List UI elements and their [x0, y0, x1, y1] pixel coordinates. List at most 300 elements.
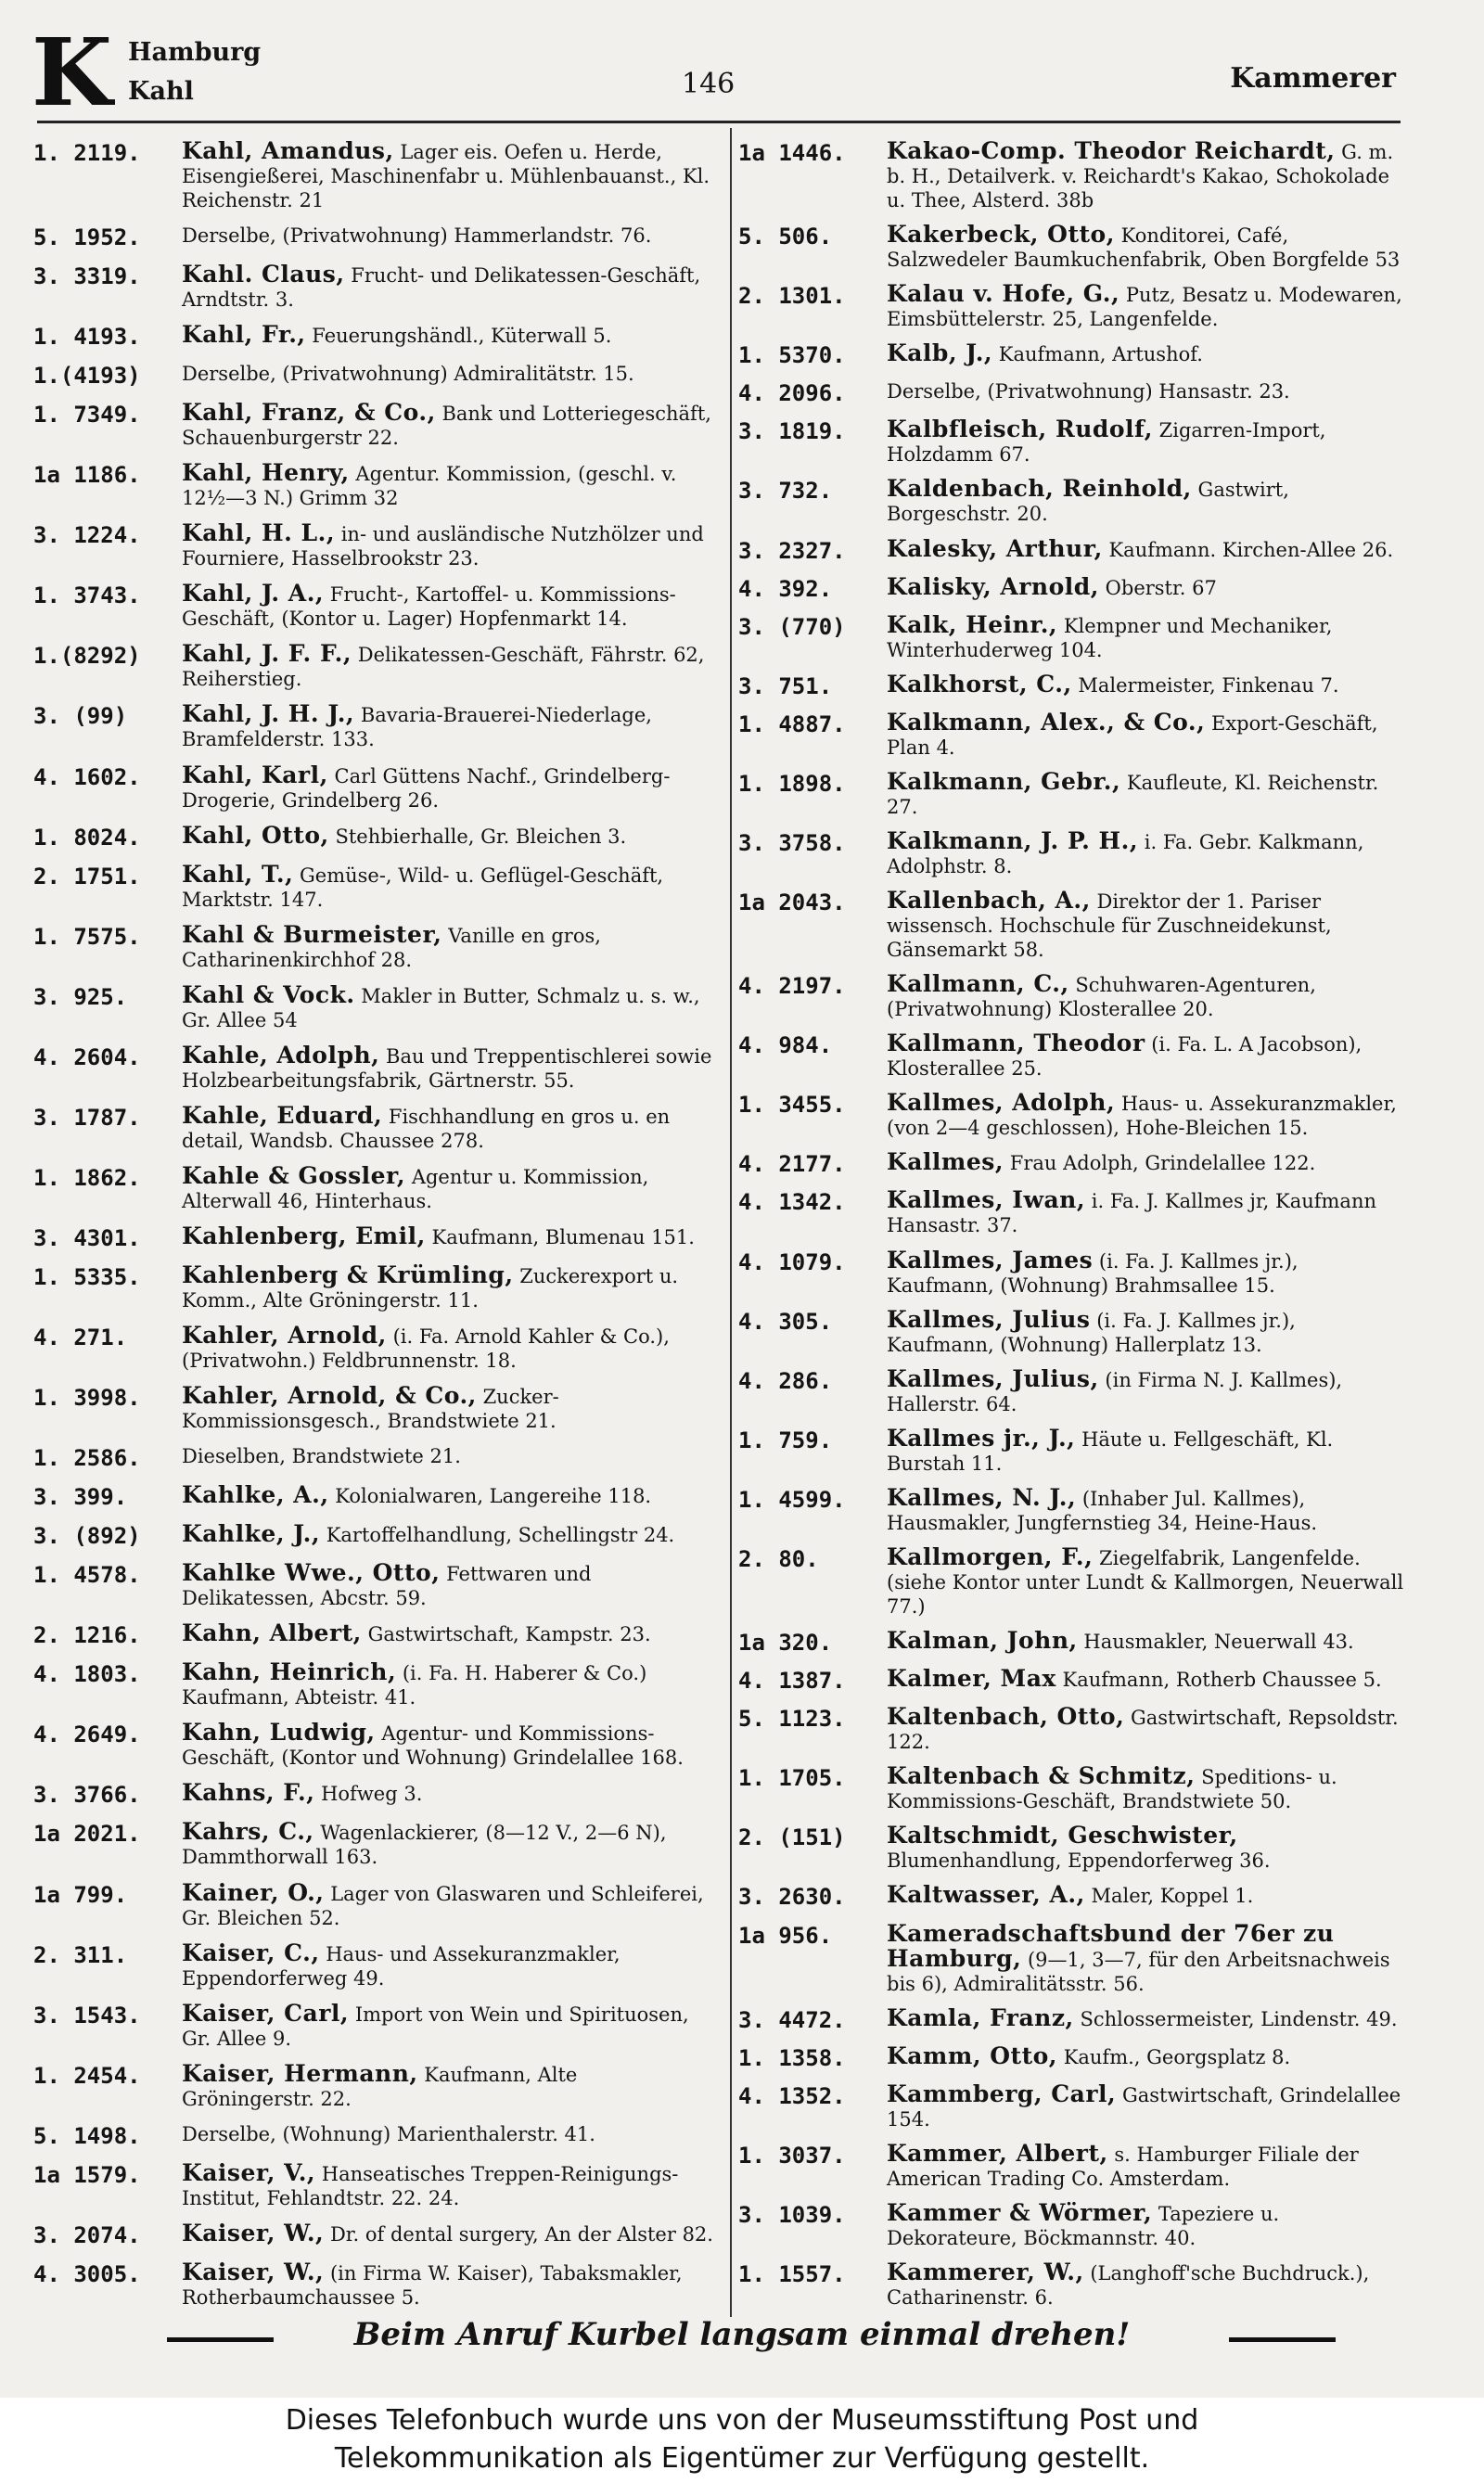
directory-entry — [738, 672, 1408, 700]
phone-number: 5. 506. — [738, 224, 833, 250]
entry-description: (i. Fa. J. Kallmes jr.), Kaufmann, (Wohnung) Hallerplatz 13. — [887, 1309, 1296, 1356]
entry-text — [182, 1161, 715, 1213]
phone-number: 2. 1216. — [33, 1622, 141, 1649]
header-last-entry: Kammerer — [1230, 62, 1396, 95]
entry-name: Kahrs, C., — [182, 1818, 314, 1846]
entry-description: Derselbe, (Wohnung) Marienthalerstr. 41. — [182, 2122, 595, 2145]
phone-number: 3. 1787. — [33, 1104, 141, 1131]
entry-name: Kammer & Wörmer, — [887, 2198, 1153, 2226]
phone-number: 1a 1446. — [738, 140, 846, 166]
entry-description: (i. Fa. L. A Jacobson), Klosterallee 25. — [887, 1033, 1362, 1081]
directory-entry — [33, 1999, 715, 2051]
entry-text — [182, 461, 715, 510]
entry-text — [887, 1483, 1408, 1535]
entry-description: Maler, Koppel 1. — [1091, 1885, 1254, 1908]
attribution-line-2: Telekommunikation als Eigentümer zur Verfügung gestellt. — [334, 2442, 1150, 2475]
directory-entry — [738, 710, 1408, 760]
entry-description: (i. Fa. Arnold Kahler & Co.), (Privatwohn.) Feldbrunnenstr. 18. — [182, 1325, 670, 1372]
entry-name: Kallenbach, A., — [887, 887, 1091, 915]
entry-text — [182, 2158, 715, 2210]
entry-description: (in Firma W. Kaiser), Tabaksmakler, Rotherbaumchaussee 5. — [182, 2261, 683, 2309]
entry-description: Export-Geschäft, Plan 4. — [887, 711, 1378, 759]
directory-entry — [33, 642, 715, 691]
entry-description: G. m. b. H., Detailverk. v. Reichardt's Kakao, Schokolade u. Thee, Alsterd. 38b — [887, 141, 1394, 211]
header-rule — [37, 121, 1401, 123]
directory-entry — [33, 821, 715, 851]
phone-number: 1. 1358. — [738, 2044, 846, 2071]
entry-name: Kaltwasser, A., — [887, 1881, 1085, 1909]
entry-description: Lager von Glaswaren und Schleiferei, Gr. Bleichen 52. — [182, 1882, 704, 1929]
phone-number: 4. 1352. — [738, 2082, 846, 2109]
entry-name: Kammer, Albert, — [887, 2139, 1108, 2167]
entry-description: Gastwirt, Borgeschstr. 20. — [887, 479, 1289, 526]
entry-description: Dr. of dental surgery, An der Alster 82. — [329, 2222, 713, 2246]
entry-text — [887, 767, 1408, 819]
entry-description: Stehbierhalle, Gr. Bleichen 3. — [335, 825, 627, 848]
directory-entry — [738, 223, 1408, 272]
phone-number: 4. 1387. — [738, 1668, 846, 1695]
entry-name: Kahlenberg, Emil, — [182, 1222, 426, 1249]
entry-name: Kallmes, — [887, 1148, 1004, 1176]
entry-text — [182, 1522, 715, 1547]
entry-text — [887, 610, 1408, 662]
phone-number: 4. 305. — [738, 1308, 833, 1335]
entry-name: Kahl, Fr., — [182, 321, 306, 349]
directory-entry — [738, 1364, 1408, 1416]
phone-number: 4. 984. — [738, 1032, 833, 1059]
entry-text — [887, 1542, 1408, 1619]
entry-text — [182, 2059, 715, 2111]
entry-name: Kahl, J. F. F., — [182, 640, 352, 668]
entry-description: Bank und Lotteriegeschäft, Schauenburgerstr 22. — [182, 403, 711, 450]
entry-description: Wagenlackierer, (8—12 V., 2—6 N), Dammthorwall 163. — [182, 1822, 667, 1869]
directory-entry — [33, 1043, 715, 1093]
phone-number: 1. 5335. — [33, 1263, 141, 1290]
entry-description: Kartoffelhandlung, Schellingstr 24. — [326, 1524, 675, 1547]
directory-entry — [33, 1660, 715, 1709]
directory-entry — [738, 1188, 1408, 1237]
entry-text — [887, 379, 1408, 403]
directory-entry — [33, 1781, 715, 1809]
entry-description: Hanseatisches Treppen-Reinigungs-Institut, Fehlandtstr. 22. 24. — [182, 2162, 679, 2209]
phone-number: 5. 1123. — [738, 1706, 846, 1733]
header-city: Hamburg — [128, 38, 262, 67]
phone-number: 5. 1952. — [33, 224, 141, 251]
entry-text — [887, 672, 1408, 698]
phone-number: 1a 320. — [738, 1630, 833, 1657]
entry-name: Kahl & Burmeister, — [182, 920, 442, 948]
directory-entry — [738, 1629, 1408, 1657]
entry-text — [182, 1621, 715, 1646]
entry-description: Fischhandlung en gros u. en detail, Wandsb. Chaussee 278. — [182, 1105, 671, 1152]
directory-entry — [738, 2260, 1408, 2310]
phone-number: 1. 1862. — [33, 1164, 141, 1191]
entry-description: Agentur- und Kommissions-Geschäft, (Kontor und Wohnung) Grindelallee 168. — [182, 1722, 684, 1770]
entry-text — [887, 829, 1408, 878]
entry-name: Kahl, Otto, — [182, 821, 329, 849]
entry-description: Kaufmann, Rotherb Chaussee 5. — [1062, 1669, 1382, 1692]
directory-entry — [738, 2139, 1408, 2191]
directory-entry — [33, 1224, 715, 1252]
entry-description: Gastwirtschaft, Repsoldstr. 122. — [887, 1707, 1399, 1754]
phone-number: 3. 399. — [33, 1484, 128, 1511]
entry-name: Kalesky, Arthur, — [887, 534, 1103, 562]
directory-entry — [738, 1031, 1408, 1081]
directory-entry — [738, 2082, 1408, 2131]
entry-description: Frau Adolph, Grindelallee 122. — [1009, 1152, 1316, 1175]
entry-description: Vanille en gros, Catharinenkirchhof 28. — [182, 924, 601, 971]
phone-number: 1. 4599. — [738, 1486, 846, 1513]
phone-number: 3. 2074. — [33, 2221, 141, 2248]
phone-number: 2. (151) — [738, 1824, 846, 1851]
entry-text — [182, 1043, 715, 1093]
phone-number: 4. 2604. — [33, 1043, 141, 1070]
entry-text — [182, 139, 715, 212]
entry-name: Kaltschmidt, Geschwister, — [887, 1822, 1238, 1849]
directory-entry — [738, 1150, 1408, 1178]
entry-text — [182, 702, 715, 751]
entry-description: Gastwirtschaft, Grindelallee 154. — [887, 2083, 1401, 2131]
entry-text — [887, 572, 1408, 600]
entry-name: Kahl, Henry, — [182, 459, 350, 487]
entry-text — [887, 1667, 1408, 1692]
directory-entry — [33, 1384, 715, 1433]
directory-entry — [33, 461, 715, 510]
phone-number: 2. 311. — [33, 1941, 128, 1968]
entry-description: Gastwirtschaft, Kampstr. 23. — [367, 1623, 651, 1646]
entry-text — [887, 1919, 1408, 1996]
entry-text — [182, 1878, 715, 1930]
entry-description: Zigarren-Import, Holzdamm 67. — [887, 419, 1326, 467]
phone-number: 1a 2043. — [738, 890, 846, 916]
directory-entry — [738, 972, 1408, 1021]
entry-text — [887, 417, 1408, 467]
entry-text — [887, 1248, 1408, 1298]
entry-name: Kameradschaftsbund der 76er zu Hamburg, — [887, 1919, 1335, 1972]
phone-number: 1. 3455. — [738, 1092, 846, 1119]
entry-text — [887, 1424, 1408, 1476]
entry-description: Klempner und Mechaniker, Winterhuderweg 104. — [887, 614, 1333, 661]
entry-text — [182, 1321, 715, 1373]
directory-entry — [738, 2003, 1408, 2034]
entry-name: Kakao-Comp. Theodor Reichardt, — [887, 137, 1336, 164]
entry-text — [887, 1031, 1408, 1081]
directory-entry — [33, 1263, 715, 1312]
directory-entry — [33, 323, 715, 351]
directory-entry — [33, 763, 715, 813]
entry-description: Carl Güttens Nachf., Grindelberg-Drogerie, Grindelberg 26. — [182, 764, 671, 812]
entry-description: Blumenhandlung, Eppendorferweg 36. — [887, 1849, 1271, 1873]
entry-text — [182, 1660, 715, 1709]
phone-number: 1. 5370. — [738, 342, 846, 369]
entry-name: Kaltenbach, Otto, — [887, 1703, 1125, 1731]
entry-description: Delikatessen-Geschäft, Fährstr. 62, Reiherstieg. — [182, 644, 705, 691]
directory-entry — [738, 2041, 1408, 2072]
directory-entry — [738, 1483, 1408, 1535]
entry-name: Kahler, Arnold, & Co., — [182, 1382, 477, 1410]
entry-text — [182, 1999, 715, 2051]
entry-description: Schuhwaren-Agenturen, (Privatwohnung) Klosterallee 20. — [887, 974, 1316, 1021]
entry-name: Kallmann, Theodor — [887, 1030, 1145, 1057]
entry-name: Kalisky, Arnold, — [887, 572, 1099, 600]
entry-text — [887, 1091, 1408, 1140]
directory-entry — [738, 139, 1408, 212]
entry-description: Derselbe, (Privatwohnung) Hansastr. 23. — [887, 380, 1290, 403]
directory-entry — [738, 1667, 1408, 1695]
entry-text — [182, 1941, 715, 1990]
entry-description: Bau und Treppentischlerei sowie Holzbearbeitungsfabrik, Gärtnerstr. 55. — [182, 1044, 712, 1092]
directory-entry — [33, 860, 715, 912]
directory-entry — [738, 1424, 1408, 1476]
directory-entry — [33, 702, 715, 751]
entry-name: Kaltenbach & Schmitz, — [887, 1762, 1196, 1790]
entry-description: Kaufm., Georgsplatz 8. — [1063, 2045, 1291, 2068]
phone-number: 3. (99) — [33, 703, 128, 730]
phone-number: 1a 1186. — [33, 462, 141, 489]
directory-entry — [33, 1483, 715, 1511]
phone-number: 3. 1039. — [738, 2201, 846, 2228]
entry-text — [182, 224, 715, 248]
entry-description: Bavaria-Brauerei-Niederlage, Bramfelderstr. 133. — [182, 704, 652, 751]
directory-entry — [738, 1091, 1408, 1140]
entry-name: Kahler, Arnold, — [182, 1321, 387, 1349]
directory-entry — [33, 362, 715, 390]
phone-number: 4. 271. — [33, 1324, 128, 1350]
entry-name: Kallmorgen, F., — [887, 1542, 1094, 1570]
phone-number: 3. 4472. — [738, 2006, 846, 2033]
entry-text — [887, 1824, 1408, 1873]
directory-entry — [33, 1561, 715, 1610]
phone-number: 3. 3766. — [33, 1782, 141, 1809]
phone-number: 4. 2197. — [738, 973, 846, 1000]
entry-text — [182, 821, 715, 849]
entry-text — [887, 710, 1408, 760]
directory-entry — [738, 1919, 1408, 1996]
entry-name: Kallmes, James — [887, 1246, 1094, 1273]
page-number: 146 — [682, 68, 736, 100]
entry-name: Kaiser, W., — [182, 2258, 325, 2285]
entry-name: Kallmes, Julius — [887, 1305, 1091, 1333]
entry-text — [182, 2122, 715, 2146]
directory-entry — [33, 920, 715, 972]
phone-number: 4. 2096. — [738, 380, 846, 407]
entry-text — [887, 282, 1408, 331]
entry-text — [887, 2139, 1408, 2191]
entry-name: Kahle & Gossler, — [182, 1161, 406, 1189]
entry-name: Kahl, Amandus, — [182, 137, 394, 164]
directory-entry — [738, 1764, 1408, 1813]
entry-description: (in Firma N. J. Kallmes), Hallerstr. 64. — [887, 1368, 1343, 1415]
directory-entry — [33, 1321, 715, 1373]
entry-name: Kahlke, J., — [182, 1520, 321, 1548]
phone-number: 3. 1224. — [33, 522, 141, 549]
directory-entry — [33, 980, 715, 1032]
entry-description: Frucht-, Kartoffel- u. Kommissions-Geschäft, (Kontor u. Lager) Hopfenmarkt 14. — [182, 583, 676, 631]
entry-text — [887, 972, 1408, 1021]
footer-slogan: Beim Anruf Kurbel langsam einmal drehen! — [353, 2316, 1131, 2353]
entry-text — [182, 1781, 715, 1806]
directory-entry — [738, 417, 1408, 467]
phone-number: 4. 2177. — [738, 1151, 846, 1178]
phone-number: 3. 3758. — [738, 830, 846, 857]
directory-entry — [33, 2122, 715, 2150]
entry-description: Derselbe, (Privatwohnung) Admiralitätstr. 15. — [182, 363, 634, 386]
entry-name: Kallmes jr., J., — [887, 1424, 1076, 1452]
entry-text — [182, 642, 715, 691]
entry-description: Konditorei, Café, Salzwedeler Baumkuchenfabrik, Oben Borgfelde 53 — [887, 224, 1401, 272]
entry-description: Import von Wein und Spirituosen, Gr. Allee 9. — [182, 2003, 689, 2050]
entry-description: Malermeister, Finkenau 7. — [1078, 673, 1339, 697]
entry-description: Kaufmann, Blumenau 151. — [431, 1225, 695, 1248]
phone-number: 3. 2327. — [738, 537, 846, 564]
footer-bar-right — [1229, 2337, 1336, 2342]
entry-description: Zucker-Kommissionsgesch., Brandstwiete 21. — [182, 1386, 559, 1433]
phone-number: 1. 2454. — [33, 2062, 141, 2089]
phone-number: 1. 7349. — [33, 402, 141, 429]
directory-entry — [33, 1941, 715, 1990]
entry-text — [182, 521, 715, 570]
entry-text — [182, 1224, 715, 1249]
directory-entry — [738, 477, 1408, 526]
entry-text — [182, 763, 715, 813]
directory-entry — [33, 2059, 715, 2111]
directory-entry — [738, 1705, 1408, 1754]
directory-entry — [33, 1444, 715, 1472]
entry-text — [182, 1483, 715, 1508]
phone-number: 1. 1898. — [738, 770, 846, 797]
entry-text — [887, 534, 1408, 562]
entry-name: Kahle, Eduard, — [182, 1101, 383, 1129]
entry-name: Kahlke Wwe., Otto, — [182, 1559, 441, 1587]
entry-description: Dieselben, Brandstwiete 21. — [182, 1445, 461, 1468]
directory-entry — [33, 1621, 715, 1649]
phone-number: 1. 2119. — [33, 140, 141, 166]
phone-number: 4. 1602. — [33, 763, 141, 790]
entry-text — [887, 2198, 1408, 2250]
entry-description: Hofweg 3. — [321, 1783, 423, 1806]
entry-name: Kaiser, Carl, — [182, 1999, 350, 2027]
entry-description: Putz, Besatz u. Modewaren, Eimsbüttelerstr. 25, Langenfelde. — [887, 284, 1402, 331]
phone-number: 2. 80. — [738, 1545, 819, 1572]
entry-name: Kahn, Ludwig, — [182, 1719, 376, 1747]
entry-name: Kahl, T., — [182, 860, 294, 888]
phone-number: 4. 1342. — [738, 1189, 846, 1216]
directory-entry — [738, 572, 1408, 603]
right-column — [738, 139, 1408, 2310]
directory-entry — [738, 610, 1408, 662]
phone-number: 5. 1498. — [33, 2122, 141, 2149]
entry-text — [887, 889, 1408, 962]
entry-description: (Inhaber Jul. Kallmes), Hausmakler, Jungfernstieg 34, Heine-Haus. — [887, 1487, 1318, 1534]
left-column — [33, 139, 715, 2310]
entry-description: Häute u. Fellgeschäft, Kl. Burstah 11. — [887, 1427, 1334, 1475]
entry-text — [182, 2260, 715, 2310]
entry-name: Kalman, John, — [887, 1627, 1078, 1655]
entry-name: Kahl & Vock. — [182, 980, 355, 1008]
phone-number: 1. 8024. — [33, 824, 141, 851]
entry-description: Haus- u. Assekuranzmakler, (von 2—4 geschlossen), Hohe-Bleichen 15. — [887, 1093, 1397, 1140]
entry-name: Kahn, Albert, — [182, 1619, 362, 1647]
entry-name: Kalau v. Hofe, G., — [887, 280, 1120, 308]
directory-entry — [33, 2260, 715, 2310]
entry-text — [182, 1444, 715, 1468]
entry-text — [887, 2041, 1408, 2069]
entry-description: Agentur. Kommission, (geschl. v. 12½—3 N.) Grimm 32 — [182, 463, 677, 510]
entry-description: Direktor der 1. Pariser wissensch. Hochschule für Zuschneidekunst, Gänsemarkt 58. — [887, 890, 1332, 962]
phone-number: 3. 925. — [33, 983, 128, 1010]
phone-number: 4. 392. — [738, 575, 833, 602]
directory-entry — [33, 262, 715, 312]
phone-number: 4. 286. — [738, 1367, 833, 1394]
entry-text — [887, 1883, 1408, 1908]
directory-entry — [33, 1878, 715, 1930]
entry-text — [182, 1820, 715, 1869]
entry-name: Kahl, Karl, — [182, 761, 328, 788]
entry-name: Kakerbeck, Otto, — [887, 221, 1115, 249]
entry-text — [887, 223, 1408, 272]
entry-description: Kaufmann. Kirchen-Allee 26. — [1108, 538, 1394, 561]
directory-entry — [33, 401, 715, 450]
entry-text — [887, 341, 1408, 366]
directory-entry — [33, 521, 715, 570]
entry-text — [887, 2003, 1408, 2031]
phone-number: 3. 732. — [738, 478, 833, 505]
directory-entry — [738, 1305, 1408, 1357]
entry-description: Kolonialwaren, Langereihe 118. — [335, 1485, 652, 1508]
entry-text — [182, 860, 715, 912]
phone-number: 3. (770) — [738, 613, 846, 640]
column-divider — [730, 128, 732, 2317]
phone-number: 1. 3037. — [738, 2142, 846, 2169]
entry-description: Kaufmann, Artushof. — [998, 343, 1203, 366]
entry-name: Kaiser, Hermann, — [182, 2059, 418, 2087]
phone-number: 4. 2649. — [33, 1721, 141, 1748]
entry-name: Kahl. Claus, — [182, 261, 345, 288]
entry-description: s. Hamburger Filiale der American Trading Co. Amsterdam. — [887, 2143, 1359, 2190]
entry-text — [182, 1101, 715, 1153]
directory-entry — [738, 379, 1408, 407]
phone-number: 1. 759. — [738, 1427, 833, 1453]
entry-description: (i. Fa. J. Kallmes jr.), Kaufmann, (Wohnung) Brahmsallee 15. — [887, 1249, 1298, 1297]
entry-text — [182, 1721, 715, 1770]
entry-text — [887, 1150, 1408, 1175]
phone-number: 3. 4301. — [33, 1224, 141, 1251]
phone-number: 2. 1751. — [33, 863, 141, 890]
entry-description: Haus- und Assekuranzmakler, Eppendorferweg 49. — [182, 1942, 620, 1990]
entry-text — [887, 1364, 1408, 1416]
phone-number: 1.(4193) — [33, 363, 141, 390]
entry-name: Kammerer, W., — [887, 2258, 1084, 2285]
entry-name: Kamla, Franz, — [887, 2003, 1074, 2031]
entry-text — [887, 139, 1408, 212]
phone-number: 1. 3998. — [33, 1385, 141, 1412]
directory-entry — [738, 1542, 1408, 1619]
directory-entry — [738, 767, 1408, 819]
directory-entry — [33, 1721, 715, 1770]
directory-entry — [33, 2221, 715, 2249]
phone-number: 1. 1557. — [738, 2260, 846, 2287]
directory-entry — [738, 282, 1408, 331]
phone-number: 1a 956. — [738, 1922, 833, 1949]
entry-description: (i. Fa. H. Haberer & Co.) Kaufmann, Abteistr. 41. — [182, 1662, 647, 1709]
entry-description: Oberstr. 67 — [1105, 576, 1217, 599]
entry-name: Kainer, O., — [182, 1878, 325, 1906]
directory-entry — [33, 1522, 715, 1550]
phone-number: 3. 1543. — [33, 2002, 141, 2029]
entry-description: Lager eis. Oefen u. Herde, Eisengießerei, Maschinenfabr u. Mühlenbauanst., Kl. Reichenstr. 21 — [182, 141, 710, 211]
directory-entry — [738, 1883, 1408, 1911]
phone-number: 1. 4578. — [33, 1562, 141, 1589]
